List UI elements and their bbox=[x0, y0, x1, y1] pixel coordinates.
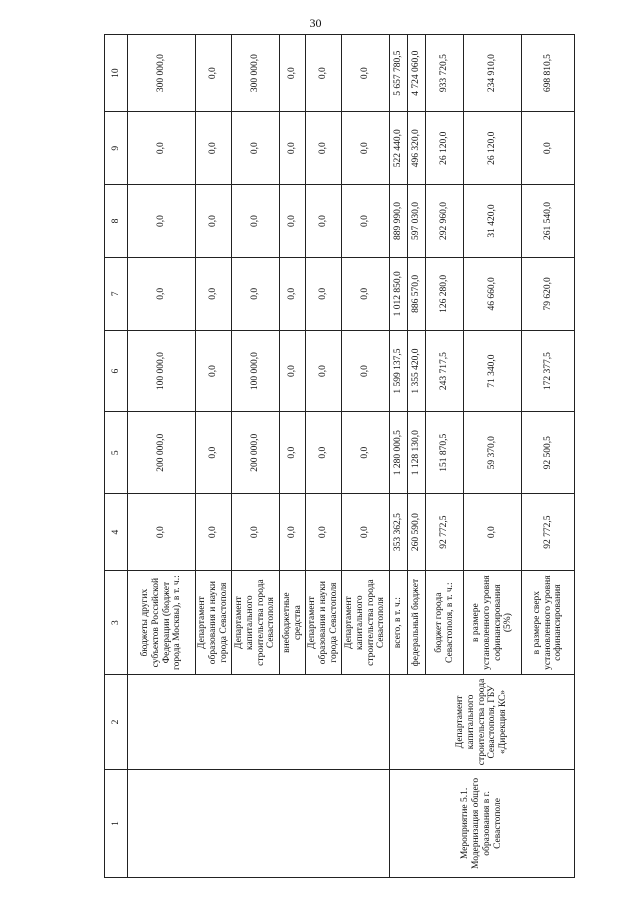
value-cell: 0,0 bbox=[196, 257, 232, 330]
column-header: 7 bbox=[105, 257, 128, 330]
value-cell: 0,0 bbox=[306, 412, 342, 494]
value-cell: 0,0 bbox=[342, 112, 390, 185]
value-cell: 0,0 bbox=[342, 494, 390, 571]
funding-source-cell: Департамент капитального строительства города Севастополя bbox=[342, 571, 390, 675]
value-cell: 597 030,0 bbox=[408, 185, 426, 258]
value-cell: 0,0 bbox=[306, 185, 342, 258]
value-cell: 0,0 bbox=[232, 257, 280, 330]
value-cell: 234 910,0 bbox=[464, 35, 522, 112]
value-cell: 0,0 bbox=[196, 35, 232, 112]
funding-source-cell: всего, в т. ч.: bbox=[390, 571, 408, 675]
value-cell: 0,0 bbox=[280, 494, 306, 571]
value-cell: 92 772,5 bbox=[426, 494, 464, 571]
budget-table bbox=[104, 34, 575, 878]
value-cell: 0,0 bbox=[280, 112, 306, 185]
value-cell: 1 128 130,0 bbox=[408, 412, 426, 494]
column-header: 1 bbox=[105, 769, 128, 877]
value-cell: 92 772,5 bbox=[522, 494, 575, 571]
value-cell: 0,0 bbox=[232, 494, 280, 571]
value-cell: 933 720,5 bbox=[426, 35, 464, 112]
value-cell: 300 000,0 bbox=[128, 35, 196, 112]
value-cell: 0,0 bbox=[196, 185, 232, 258]
rotated-table-content bbox=[104, 34, 564, 878]
value-cell: 0,0 bbox=[280, 412, 306, 494]
value-cell: 151 870,5 bbox=[426, 412, 464, 494]
value-cell: 0,0 bbox=[342, 35, 390, 112]
value-cell: 0,0 bbox=[196, 494, 232, 571]
value-cell: 59 370,0 bbox=[464, 412, 522, 494]
value-cell: 261 540,0 bbox=[522, 185, 575, 258]
value-cell: 4 724 060,0 bbox=[408, 35, 426, 112]
value-cell: 292 960,0 bbox=[426, 185, 464, 258]
value-cell: 522 440,0 bbox=[390, 112, 408, 185]
value-cell: 200 000,0 bbox=[232, 412, 280, 494]
blank-cell bbox=[128, 674, 390, 769]
funding-source-cell: Департамент образования и науки города Севастополя bbox=[196, 571, 232, 675]
value-cell: 0,0 bbox=[128, 494, 196, 571]
funding-source-cell: внебюджетные средства bbox=[280, 571, 306, 675]
value-cell: 0,0 bbox=[306, 330, 342, 412]
executor-cell: Департамент капитального строительства города Севастополя, ГБУ «Дирекция КС» bbox=[390, 674, 575, 769]
value-cell: 0,0 bbox=[342, 330, 390, 412]
value-cell: 0,0 bbox=[128, 112, 196, 185]
column-header: 5 bbox=[105, 412, 128, 494]
table-row bbox=[390, 35, 408, 878]
value-cell: 100 000,0 bbox=[128, 330, 196, 412]
value-cell: 0,0 bbox=[306, 494, 342, 571]
value-cell: 0,0 bbox=[280, 330, 306, 412]
column-header: 8 bbox=[105, 185, 128, 258]
value-cell: 0,0 bbox=[280, 35, 306, 112]
value-cell: 0,0 bbox=[128, 185, 196, 258]
value-cell: 0,0 bbox=[232, 185, 280, 258]
value-cell: 0,0 bbox=[464, 494, 522, 571]
value-cell: 353 362,5 bbox=[390, 494, 408, 571]
value-cell: 1 280 000,5 bbox=[390, 412, 408, 494]
value-cell: 698 810,5 bbox=[522, 35, 575, 112]
funding-source-cell: в размере сверх установленного уровня софинансирования bbox=[522, 571, 575, 675]
value-cell: 100 000,0 bbox=[232, 330, 280, 412]
column-header: 3 bbox=[105, 571, 128, 675]
measure-name-cell: Мероприятие 5.1. Модернизация общего образования в г. Севастополе bbox=[390, 769, 575, 877]
header-row bbox=[105, 35, 128, 878]
column-header: 2 bbox=[105, 674, 128, 769]
value-cell: 46 660,0 bbox=[464, 257, 522, 330]
value-cell: 300 000,0 bbox=[232, 35, 280, 112]
value-cell: 200 000,0 bbox=[128, 412, 196, 494]
value-cell: 71 340,0 bbox=[464, 330, 522, 412]
value-cell: 0,0 bbox=[280, 257, 306, 330]
value-cell: 0,0 bbox=[522, 112, 575, 185]
funding-source-cell: в размере установленного уровня софинансирования (5%) bbox=[464, 571, 522, 675]
value-cell: 1 012 850,0 bbox=[390, 257, 408, 330]
table-row bbox=[128, 35, 196, 878]
value-cell: 496 320,0 bbox=[408, 112, 426, 185]
value-cell: 92 500,5 bbox=[522, 412, 575, 494]
value-cell: 1 355 420,0 bbox=[408, 330, 426, 412]
value-cell: 0,0 bbox=[306, 112, 342, 185]
funding-source-cell: Департамент капитального строительства города Севастополя bbox=[232, 571, 280, 675]
value-cell: 889 990,0 bbox=[390, 185, 408, 258]
value-cell: 0,0 bbox=[196, 112, 232, 185]
value-cell: 0,0 bbox=[280, 185, 306, 258]
value-cell: 26 120,0 bbox=[426, 112, 464, 185]
funding-source-cell: федеральный бюджет bbox=[408, 571, 426, 675]
column-header: 6 bbox=[105, 330, 128, 412]
value-cell: 0,0 bbox=[196, 330, 232, 412]
value-cell: 172 377,5 bbox=[522, 330, 575, 412]
funding-source-cell: Департамент образования и науки города Севастополя bbox=[306, 571, 342, 675]
value-cell: 243 717,5 bbox=[426, 330, 464, 412]
value-cell: 0,0 bbox=[306, 257, 342, 330]
page-number: 30 bbox=[309, 16, 322, 30]
value-cell: 886 570,0 bbox=[408, 257, 426, 330]
value-cell: 0,0 bbox=[342, 412, 390, 494]
value-cell: 260 590,0 bbox=[408, 494, 426, 571]
blank-cell bbox=[128, 769, 390, 877]
value-cell: 79 620,0 bbox=[522, 257, 575, 330]
value-cell: 1 599 137,5 bbox=[390, 330, 408, 412]
value-cell: 0,0 bbox=[128, 257, 196, 330]
column-header: 10 bbox=[105, 35, 128, 112]
value-cell: 0,0 bbox=[342, 185, 390, 258]
rotated-table-frame bbox=[104, 34, 564, 878]
funding-source-cell: бюджет города Севастополя, в т. ч.: bbox=[426, 571, 464, 675]
funding-source-cell: бюджеты других субъектов Российской Федерации (бюджет города Москвы), в т. ч.: bbox=[128, 571, 196, 675]
value-cell: 126 280,0 bbox=[426, 257, 464, 330]
value-cell: 0,0 bbox=[232, 112, 280, 185]
value-cell: 0,0 bbox=[306, 35, 342, 112]
value-cell: 31 420,0 bbox=[464, 185, 522, 258]
value-cell: 0,0 bbox=[342, 257, 390, 330]
column-header: 4 bbox=[105, 494, 128, 571]
value-cell: 26 120,0 bbox=[464, 112, 522, 185]
value-cell: 5 657 780,5 bbox=[390, 35, 408, 112]
column-header: 9 bbox=[105, 112, 128, 185]
value-cell: 0,0 bbox=[196, 412, 232, 494]
